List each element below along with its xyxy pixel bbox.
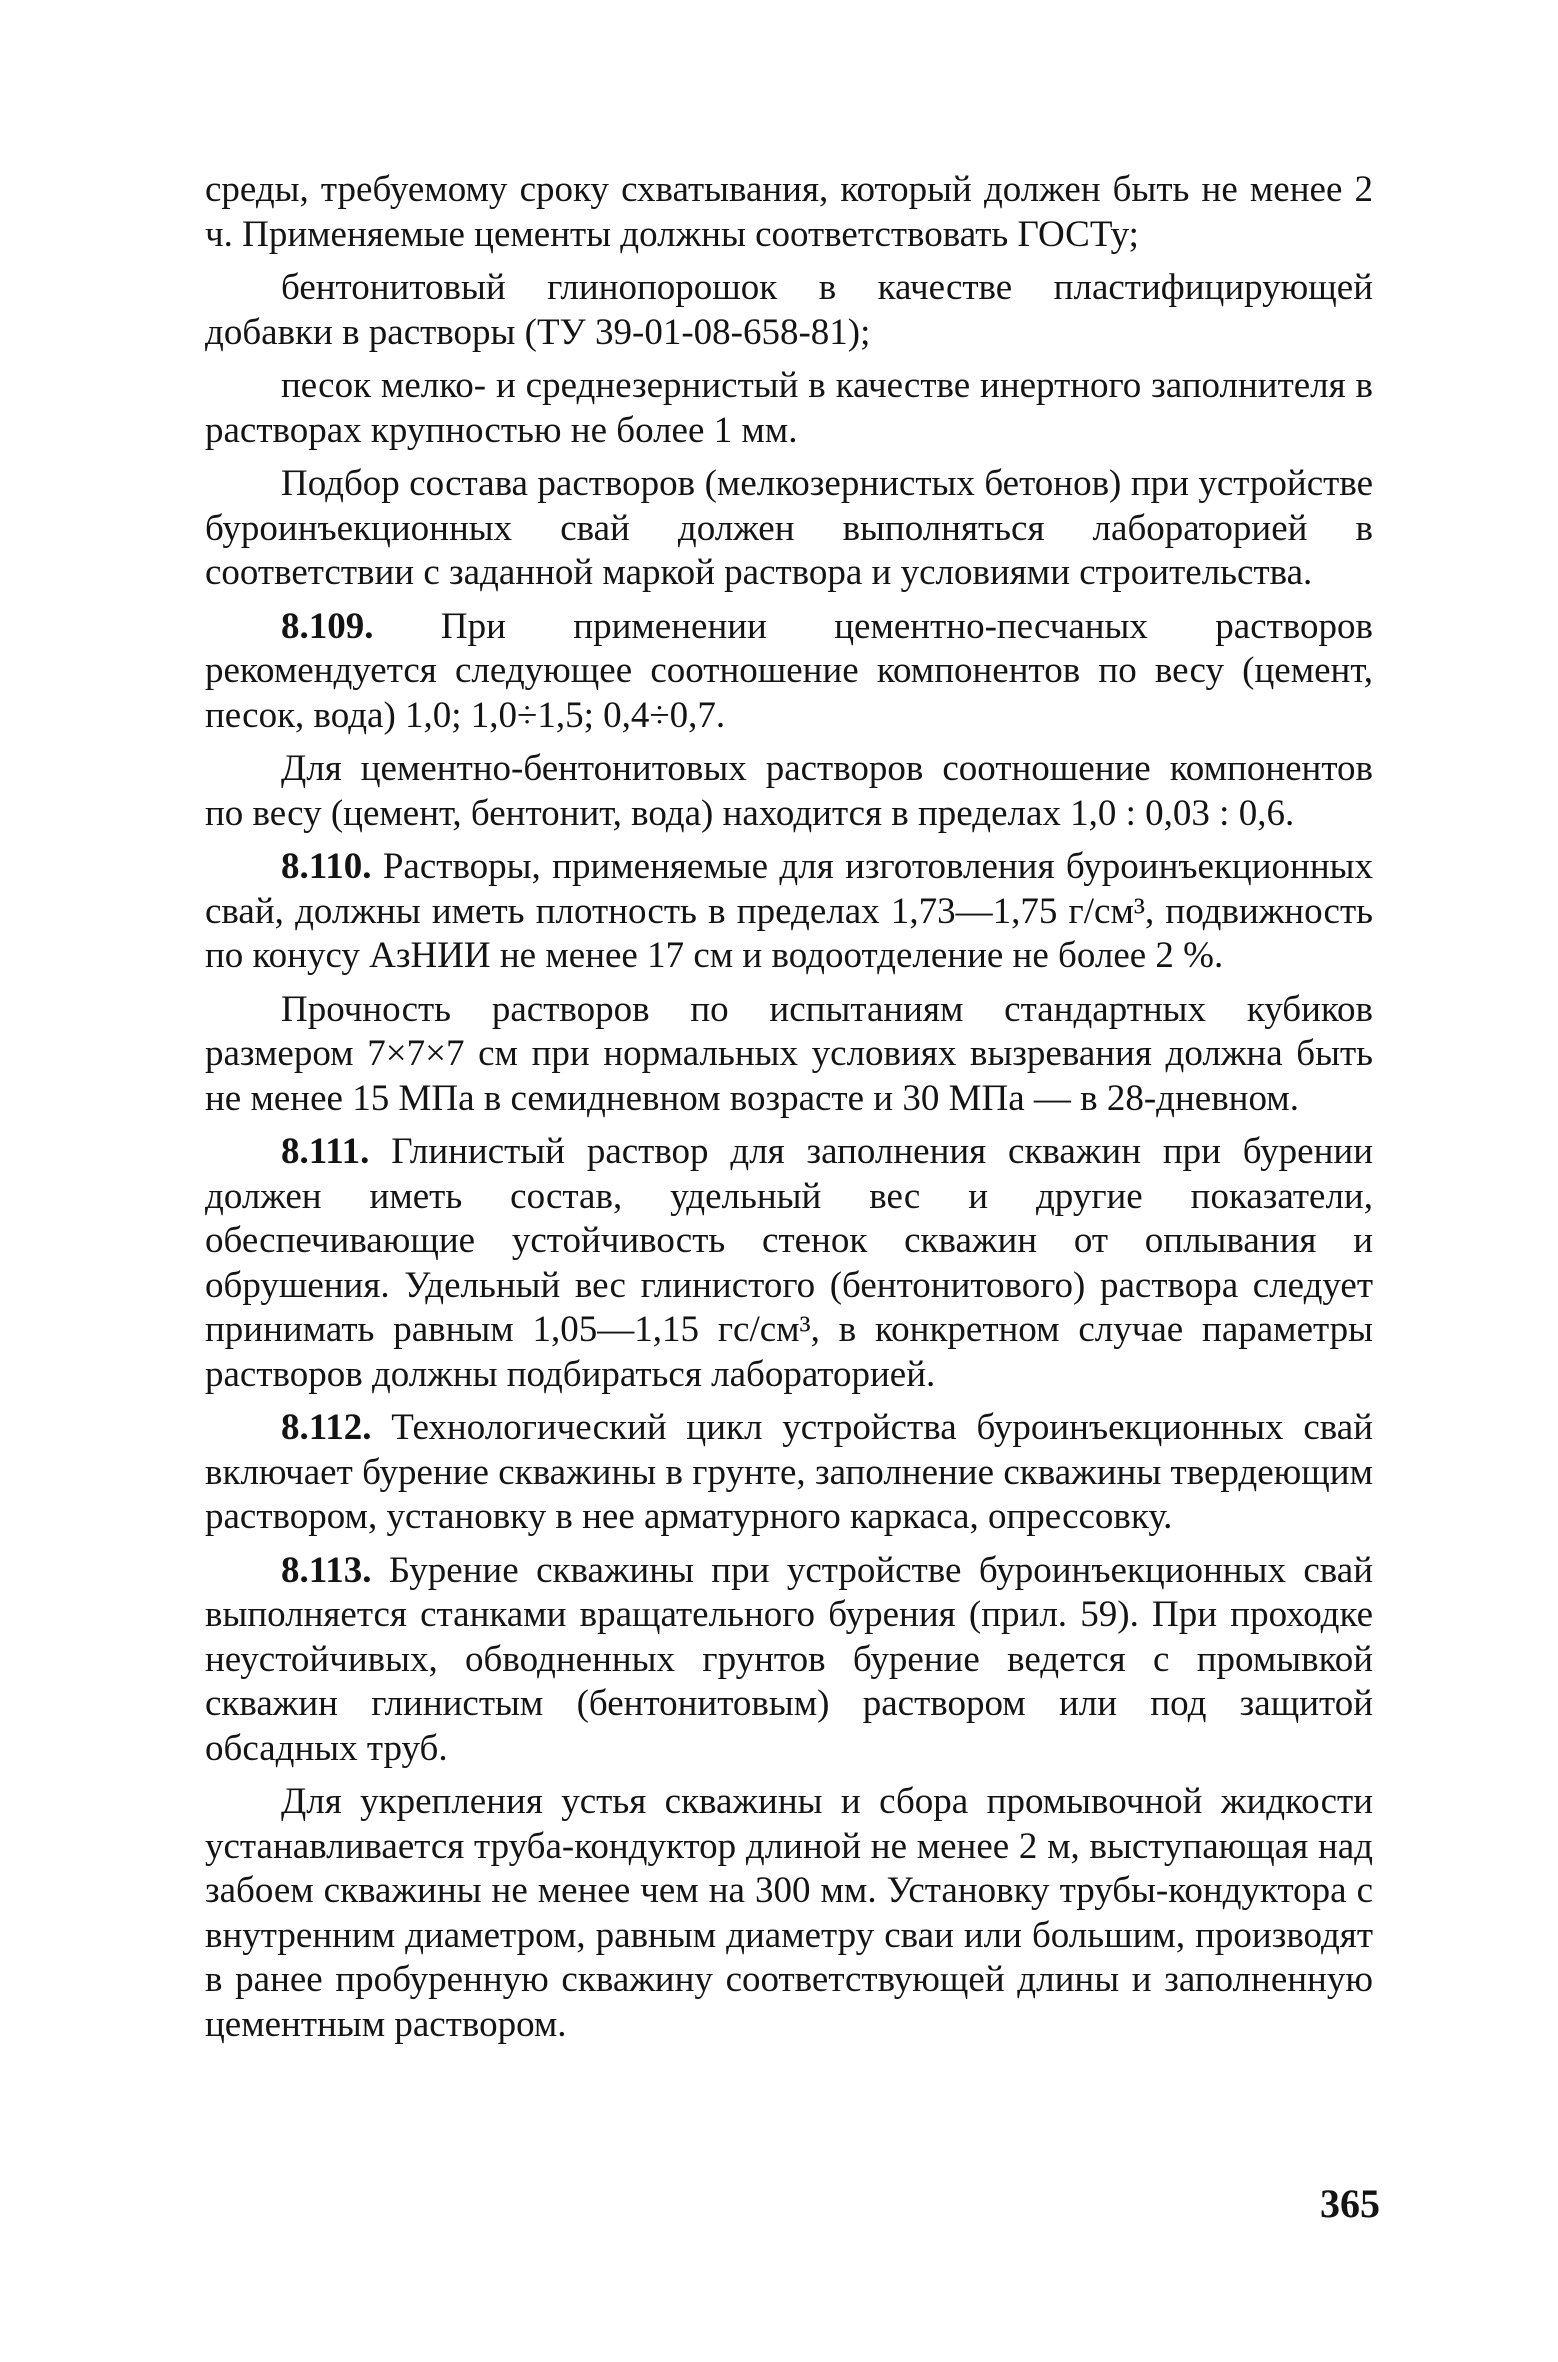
paragraph-text: Бурение скважины при устройстве буроинъекционных свай выполняется станками вращательного бурения (прил. 59). При проходке неустойчивых, обводненных грунтов бурение ведется с промывкой скважин глинистым (бентонитовым) раствором или под защитой обсадных труб. [205, 1549, 1373, 1769]
paragraph-8-111 [205, 1130, 1373, 1397]
paragraph-text: Технологический цикл устройства буроинъекционных свай включает бурение скважины в грунте, заполнение скважины твердеющим раствором, установку в нее арматурного каркаса, опрессовку. [205, 1407, 1373, 1537]
paragraph-continuation [205, 168, 1373, 257]
paragraph-text: Подбор состава растворов (мелкозернистых бетонов) при устройстве буроинъекционных свай должен выполняться лабораторией в соответствии с заданной маркой раствора и условиями строительства. [205, 463, 1373, 593]
body-text [205, 168, 1373, 2056]
page-number: 365 [1320, 2181, 1380, 2226]
paragraph-text: песок мелко- и среднезернистый в качестве инертного заполнителя в растворах крупностью не более 1 мм. [205, 365, 1373, 451]
paragraph-8-110 [205, 845, 1373, 979]
paragraph-text: Глинистый раствор для заполнения скважин при бурении должен иметь состав, удельный вес и другие показатели, обеспечивающие устойчивость стенок скважин от оплывания и обрушения. Удельный вес глинистого (бентонитового) раствора следует принимать равным 1,05—1,15 гс/см³, в конкретном случае параметры растворов должны подбираться лабораторией. [205, 1131, 1373, 1395]
paragraph-list-bentonite [205, 266, 1373, 355]
paragraph-text: Для укрепления устья скважины и сбора промывочной жидкости устанавливается труба-кондуктор длиной не менее 2 м, выступающая над забоем скважины не менее чем на 300 мм. Установку трубы-кондуктора с внутренним диаметром, равным диаметру сваи или большим, производят в ранее пробуренную скважину соответствующей длины и заполненную цементным раствором. [205, 1781, 1373, 2045]
paragraph-conductor-pipe [205, 1780, 1373, 2047]
paragraph-text: При применении цементно-песчаных растворов рекомендуется следующее соотношение компонентов по весу (цемент, песок, вода) 1,0; 1,0÷1,5; 0,4÷0,7. [205, 605, 1373, 736]
paragraph-text: Растворы, применяемые для изготовления буроинъекционных свай, должны иметь плотность в пределах 1,73—1,75 г/см³, подвижность по конусу АзНИИ не менее 17 см и водоотделение не более 2 %. [205, 846, 1373, 976]
paragraph-8-112 [205, 1406, 1373, 1540]
paragraph-text: среды, требуемому сроку схватывания, который должен быть не менее 2 ч. Применяемые цементы должны соответствовать ГОСТу; [205, 169, 1373, 255]
paragraph-8-109 [205, 605, 1373, 739]
section-number: 8.109. [281, 605, 374, 647]
paragraph-mix-selection [205, 462, 1373, 596]
paragraph-text: Прочность растворов по испытаниям стандартных кубиков размером 7×7×7 см при нормальных условиях вызревания должна быть не менее 15 МПа в семидневном возрасте и 30 МПа — в 28-дневном. [205, 988, 1373, 1119]
section-number: 8.113. [281, 1549, 372, 1591]
paragraph-bentonite-ratio [205, 747, 1373, 836]
paragraph-strength [205, 988, 1373, 1122]
section-number: 8.111. [281, 1131, 370, 1172]
paragraph-list-sand [205, 364, 1373, 453]
paragraph-text: Для цементно-бентонитовых растворов соотношение компонентов по весу (цемент, бентонит, вода) находится в пределах 1,0 : 0,03 : 0,6. [205, 748, 1373, 834]
paragraph-8-113 [205, 1549, 1373, 1772]
section-number: 8.112. [281, 1407, 372, 1448]
paragraph-text: бентонитовый глинопорошок в качестве пластифицирующей добавки в растворы (ТУ 39-01-08-658-81); [205, 267, 1373, 353]
section-number: 8.110. [281, 846, 372, 887]
